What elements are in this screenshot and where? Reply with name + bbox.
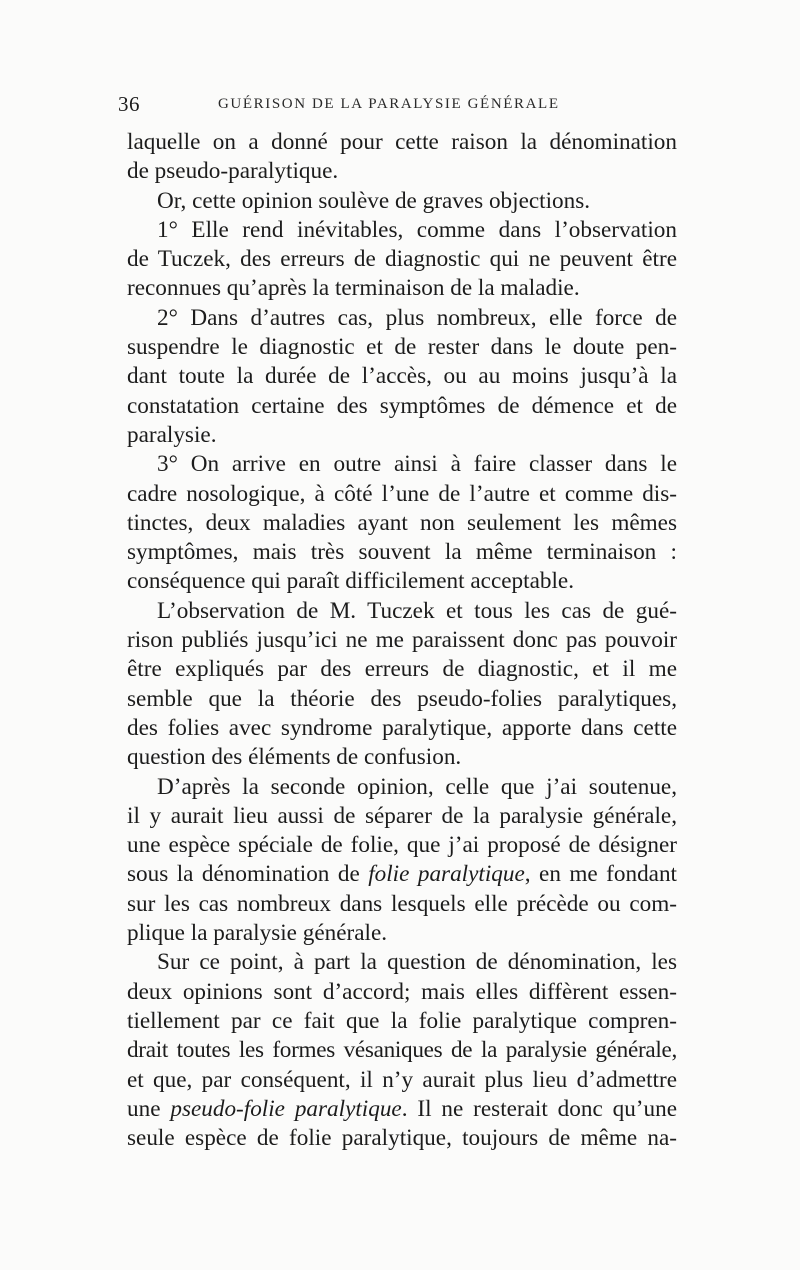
text-line: tinctes, deux maladies ayant non seulement les mêmes: [127, 509, 677, 536]
text-line: Or, cette opinion soulève de graves objections.: [157, 187, 591, 214]
text-line: il y aurait lieu aussi de séparer de la paralysie générale,: [127, 802, 677, 829]
text-line: symptômes, mais très souvent la même terminaison :: [127, 539, 677, 566]
text-line: D’après la seconde opinion, celle que j’ai soutenue,: [157, 773, 677, 800]
text-line: laquelle on a donné pour cette raison la dénomination: [127, 129, 677, 155]
text-line: des folies avec syndrome paralytique, apporte dans cette: [127, 714, 677, 741]
text-line: reconnues qu’après la terminaison de la maladie.: [127, 275, 580, 302]
text-line: plique la paralysie générale.: [127, 920, 388, 947]
text-line: sur les cas nombreux dans lesquels elle précède ou com-: [127, 890, 677, 917]
text-line: être expliqués par des erreurs de diagnostic, et il me: [127, 656, 677, 683]
text-line: de Tuczek, des erreurs de diagnostic qui ne peuvent être: [127, 246, 677, 273]
text-line: suspendre le diagnostic et de rester dans le doute pen-: [127, 334, 677, 361]
italic-term: folie paralytique: [368, 861, 525, 888]
text-line: 3° On arrive en outre ainsi à faire classer dans le: [157, 451, 677, 478]
text-line: paralysie.: [127, 421, 217, 448]
text-line: 2° Dans d’autres cas, plus nombreux, elle force de: [157, 304, 677, 331]
running-title: GUÉRISON DE LA PARALYSIE GÉNÉRALE: [218, 96, 560, 112]
text-line: une pseudo-folie paralytique. Il ne resterait donc qu’une: [127, 1095, 677, 1122]
text-line: dant toute la durée de l’accès, ou au moins jusqu’à la: [127, 363, 677, 390]
running-head: [118, 92, 678, 122]
page-number: 36: [118, 92, 140, 116]
text-line: cadre nosologique, à côté l’une de l’autre et comme dis-: [127, 480, 677, 507]
text-line: conséquence qui paraît difficilement acceptable.: [127, 568, 575, 595]
text-line: deux opinions sont d’accord; mais elles diffèrent essen-: [127, 978, 677, 1005]
italic-term: pseudo-folie paralytique: [170, 1095, 402, 1122]
text-line: de pseudo-paralytique.: [127, 158, 339, 185]
text-line: sous la dénomination de folie paralytique, en me fondant: [127, 861, 677, 888]
text-line: question des éléments de confusion.: [127, 744, 462, 771]
text-line: seule espèce de folie paralytique, toujours de même na-: [127, 1125, 677, 1152]
text-line: drait toutes les formes vésaniques de la paralysie générale,: [127, 1037, 677, 1064]
text-line: semble que la théorie des pseudo-folies paralytiques,: [127, 685, 677, 712]
text-line: L’observation de M. Tuczek et tous les cas de gué-: [157, 597, 677, 624]
text-line: rison publiés jusqu’ici ne me paraissent donc pas pouvoir: [127, 627, 677, 654]
text-line: une espèce spéciale de folie, que j’ai proposé de désigner: [127, 832, 677, 859]
text-line: constatation certaine des symptômes de démence et de: [127, 392, 677, 419]
body-text: [127, 128, 677, 1153]
text-line: Sur ce point, à part la question de dénomination, les: [157, 949, 677, 976]
text-line: tiellement par ce fait que la folie paralytique compren-: [127, 1007, 677, 1034]
text-line: et que, par conséquent, il n’y aurait plus lieu d’admettre: [127, 1066, 677, 1093]
text-line: 1° Elle rend inévitables, comme dans l’observation: [157, 216, 677, 243]
